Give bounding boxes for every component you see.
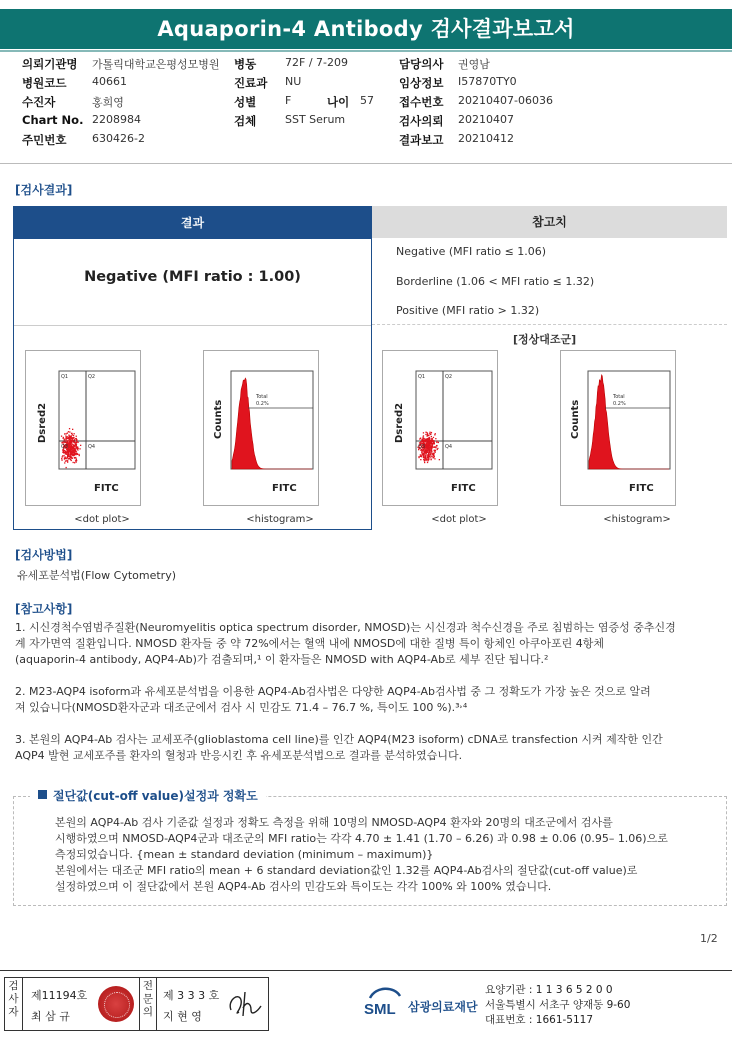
scatter-dot bbox=[431, 456, 432, 457]
scatter-dot bbox=[73, 462, 74, 463]
scatter-dot bbox=[67, 433, 68, 434]
note-3-line-1: 3. 본원의 AQP4-Ab 검사는 교세포주(glioblastoma cell line)를 인간 AQP4(M23 isoform) cDNA로 transfection 시켜 제작한 인간 bbox=[15, 733, 663, 746]
scatter-dot bbox=[429, 438, 430, 439]
result-header: 결과 bbox=[14, 207, 371, 239]
report-title: Aquaporin-4 Antibody 검사결과보고서 bbox=[0, 9, 732, 49]
scatter-dot bbox=[75, 450, 76, 451]
scatter-dot bbox=[425, 456, 426, 457]
reference-positive: Positive (MFI ratio > 1.32) bbox=[396, 304, 540, 317]
dot-ylabel: Dsred2 bbox=[37, 402, 48, 443]
clinical-value: I57870TY0 bbox=[458, 75, 517, 88]
cutoff-title-text: 절단값(cut-off value)설정과 정확도 bbox=[53, 789, 258, 803]
dot-plot-svg bbox=[26, 351, 142, 507]
scatter-dot bbox=[423, 432, 424, 433]
control-dot-xlabel: FITC bbox=[451, 483, 476, 494]
patient-dot-plot bbox=[25, 350, 141, 506]
scatter-dot bbox=[428, 435, 429, 436]
control-dot-caption: <dot plot> bbox=[431, 514, 487, 525]
scatter-dot bbox=[432, 446, 433, 447]
scatter-dot bbox=[422, 453, 423, 454]
age-value: 57 bbox=[360, 94, 374, 107]
control-hist-xlabel: FITC bbox=[629, 483, 654, 494]
scatter-dot bbox=[427, 432, 428, 433]
cutoff-line-4: 본원에서는 대조군 MFI ratio의 mean + 6 standard deviation값인 1.32를 AQP4-Ab검사의 절단값(cut-off value)로 bbox=[55, 864, 638, 877]
scatter-dot bbox=[424, 462, 425, 463]
histogram-svg bbox=[204, 351, 320, 507]
scatter-dot bbox=[427, 443, 428, 444]
scatter-dot bbox=[433, 441, 434, 442]
scatter-dot bbox=[69, 431, 70, 432]
control-dot-svg bbox=[383, 351, 499, 507]
sex-label: 성별 bbox=[234, 95, 257, 109]
patient-histogram bbox=[203, 350, 319, 506]
control-dot-plot bbox=[382, 350, 498, 506]
dot-xlabel: FITC bbox=[94, 483, 119, 494]
scatter-dot bbox=[433, 455, 434, 456]
tester-label bbox=[5, 978, 23, 1030]
scatter-dot bbox=[435, 447, 436, 448]
scatter-dot bbox=[436, 440, 437, 441]
scatter-dot bbox=[67, 462, 68, 463]
scatter-dot bbox=[62, 452, 63, 453]
scatter-dot bbox=[431, 447, 432, 448]
control-histogram bbox=[560, 350, 676, 506]
hist-ylabel: Counts bbox=[213, 399, 224, 439]
scatter-dot bbox=[418, 457, 419, 458]
institution-label: 의뢰기관명 bbox=[22, 57, 78, 71]
signature-icon bbox=[225, 986, 265, 1022]
note-3-line-2: AQP4 발현 교세포주를 환자의 혈청과 반응시킨 후 유세포분석법으로 결과를 분석하였습니다. bbox=[15, 749, 463, 762]
scatter-dot bbox=[421, 456, 422, 457]
scatter-dot bbox=[75, 447, 76, 448]
scatter-dot bbox=[433, 437, 434, 438]
request-value: 20210407 bbox=[458, 113, 514, 126]
cutoff-text bbox=[55, 815, 715, 895]
receipt-value: 20210407-06036 bbox=[458, 94, 553, 107]
tester-label-text: 검사자 bbox=[8, 980, 19, 1018]
scatter-dot bbox=[422, 440, 423, 441]
id-value: 630426-2 bbox=[92, 132, 145, 145]
org-name: 삼광의료재단 bbox=[408, 1000, 478, 1014]
scatter-dot bbox=[436, 445, 437, 446]
note-1-line-2: 계 자가면역 질환입니다. NMOSD 환자들 중 약 72%에서는 혈액 내에 NMOSD에 대한 질병 특이 항체인 아쿠아포린 4항체 bbox=[15, 637, 604, 650]
scatter-dot bbox=[77, 446, 78, 447]
control-hist-ylabel: Counts bbox=[570, 399, 581, 439]
scatter-dot bbox=[61, 436, 62, 437]
info-row-5 bbox=[22, 132, 722, 151]
q4-label: Q4 bbox=[88, 444, 96, 450]
scatter-dot bbox=[68, 454, 69, 455]
patient-dot-caption: <dot plot> bbox=[74, 514, 130, 525]
doctor-name: 지 현 영 bbox=[163, 1010, 202, 1023]
scatter-dot bbox=[429, 432, 430, 433]
scatter-dot bbox=[71, 433, 72, 434]
scatter-dot bbox=[77, 442, 78, 443]
q2-label: Q2 bbox=[88, 374, 96, 380]
scatter-dot bbox=[431, 450, 432, 451]
scatter-dot bbox=[65, 440, 66, 441]
doctor-label bbox=[139, 978, 157, 1030]
results-section-title: [검사결과] bbox=[15, 183, 73, 197]
cutoff-line-1: 본원의 AQP4-Ab 검사 기준값 설정과 정확도 측정을 위해 10명의 NMOSD-AQP4 환자와 20명의 대조군에서 검사를 bbox=[55, 816, 613, 829]
sml-logo-icon bbox=[362, 984, 406, 1022]
scatter-dot bbox=[424, 460, 425, 461]
control-dot-ylabel: Dsred2 bbox=[394, 402, 405, 443]
org-info bbox=[485, 983, 630, 1028]
scatter-dot bbox=[423, 451, 424, 452]
scatter-dot bbox=[69, 458, 70, 459]
org-address: 서울특별시 서초구 양재동 9-60 bbox=[485, 999, 631, 1011]
scatter-dot bbox=[68, 444, 69, 445]
scatter-dot bbox=[425, 449, 426, 450]
reference-header: 참고치 bbox=[372, 206, 727, 238]
control-dot-frame bbox=[416, 371, 492, 469]
id-label: 주민번호 bbox=[22, 133, 67, 147]
scatter-dot bbox=[430, 451, 431, 452]
hospital-code-label: 병원코드 bbox=[22, 76, 67, 90]
note-2 bbox=[15, 684, 727, 716]
scatter-dot bbox=[70, 443, 71, 444]
scatter-dot bbox=[71, 445, 72, 446]
scatter-dot bbox=[74, 457, 75, 458]
scatter-dot bbox=[428, 459, 429, 460]
scatter-dot bbox=[428, 454, 429, 455]
ward-value: 72F / 7-209 bbox=[285, 56, 348, 69]
scatter-dot bbox=[76, 436, 77, 437]
patient-value: 홍희영 bbox=[92, 96, 124, 109]
scatter-dot bbox=[429, 439, 430, 440]
scatter-dot bbox=[77, 449, 78, 450]
scatter-dot bbox=[428, 445, 429, 446]
dept-label: 진료과 bbox=[234, 76, 268, 90]
scatter-dot bbox=[72, 451, 73, 452]
scatter-dot bbox=[431, 432, 432, 433]
scatter-dot bbox=[423, 435, 424, 436]
scatter-dot bbox=[430, 441, 431, 442]
scatter-dot bbox=[72, 429, 73, 430]
scatter-dot bbox=[61, 458, 62, 459]
org-phone: 대표번호 : 1661-5117 bbox=[485, 1014, 594, 1026]
request-label: 검사의뢰 bbox=[399, 114, 444, 128]
hist-xlabel: FITC bbox=[272, 483, 297, 494]
scatter-dot bbox=[421, 452, 422, 453]
scatter-dot bbox=[68, 438, 69, 439]
scatter-dot bbox=[63, 438, 64, 439]
method-section-title: [검사방법] bbox=[15, 548, 73, 562]
control-total-label: Total bbox=[613, 394, 625, 400]
control-hist-svg bbox=[561, 351, 677, 507]
control-label: [정상대조군] bbox=[513, 333, 577, 346]
scatter-dot bbox=[431, 436, 432, 437]
org-care-code: 요양기관 : 1 1 3 6 5 2 0 0 bbox=[485, 984, 613, 996]
scatter-dot bbox=[69, 428, 70, 429]
chart-value: 2208984 bbox=[92, 113, 141, 126]
scatter-dot bbox=[431, 443, 432, 444]
scatter-dot bbox=[434, 434, 435, 435]
scatter-dot bbox=[428, 455, 429, 456]
scatter-dot bbox=[66, 438, 67, 439]
scatter-dot bbox=[72, 458, 73, 459]
scatter-dot bbox=[73, 455, 74, 456]
page-number: 1/2 bbox=[700, 932, 718, 945]
scatter-dot bbox=[436, 442, 437, 443]
scatter-dot bbox=[73, 448, 74, 449]
info-row-2 bbox=[22, 75, 722, 94]
scatter-dot bbox=[76, 453, 77, 454]
scatter-dot bbox=[420, 438, 421, 439]
reference-divider bbox=[372, 324, 727, 325]
cutoff-line-2: 시행하였으며 NMOSD-AQP4군과 대조군의 MFI ratio는 각각 4.70 ± 1.41 (1.70 – 6.26) 과 0.98 ± 0.06 (0.95– 1.06)으로 bbox=[55, 832, 668, 845]
control-total-value: 0.2% bbox=[613, 401, 626, 407]
signature-box bbox=[4, 977, 269, 1031]
scatter-dot bbox=[65, 452, 66, 453]
scatter-dot bbox=[73, 435, 74, 436]
scatter-dot bbox=[424, 438, 425, 439]
scatter-dot bbox=[80, 445, 81, 446]
scatter-dot bbox=[74, 452, 75, 453]
scatter-dot bbox=[435, 450, 436, 451]
scatter-dot bbox=[434, 450, 435, 451]
scatter-dot bbox=[65, 453, 66, 454]
chart-label: Chart No. bbox=[22, 113, 84, 127]
scatter-dot bbox=[423, 459, 424, 460]
scatter-dot bbox=[428, 452, 429, 453]
control-q3-label: Q3 bbox=[418, 444, 426, 450]
scatter-dot bbox=[65, 461, 66, 462]
ward-label: 병동 bbox=[234, 57, 257, 71]
scatter-dot bbox=[68, 431, 69, 432]
scatter-dot bbox=[428, 448, 429, 449]
info-row-3 bbox=[22, 94, 722, 113]
scatter-dot bbox=[68, 435, 69, 436]
scatter-dot bbox=[423, 438, 424, 439]
scatter-dot bbox=[76, 458, 77, 459]
report-label: 결과보고 bbox=[399, 133, 444, 147]
scatter-dot bbox=[438, 442, 439, 443]
footer-divider bbox=[0, 970, 732, 971]
note-3 bbox=[15, 732, 727, 764]
scatter-dot bbox=[427, 455, 428, 456]
report-value: 20210412 bbox=[458, 132, 514, 145]
result-divider bbox=[14, 325, 371, 326]
scatter-dot bbox=[63, 441, 64, 442]
scatter-dot bbox=[71, 447, 72, 448]
tester-name: 최 삼 규 bbox=[31, 1010, 70, 1023]
hist-total-label: Total bbox=[256, 394, 268, 400]
scatter-dot bbox=[67, 436, 68, 437]
scatter-dot bbox=[426, 439, 427, 440]
note-1 bbox=[15, 620, 727, 668]
cutoff-line-5: 설정하였으며 이 절단값에서 본원 AQP4-Ab 검사의 민감도와 특이도는 각각 100% 와 100% 였습니다. bbox=[55, 880, 552, 893]
scatter-dot bbox=[76, 441, 77, 442]
info-row-4 bbox=[22, 113, 722, 132]
age-label: 나이 bbox=[327, 95, 350, 109]
reference-borderline: Borderline (1.06 < MFI ratio ≤ 1.32) bbox=[396, 275, 595, 288]
scatter-dot bbox=[426, 458, 427, 459]
scatter-dot bbox=[64, 455, 65, 456]
scatter-dot bbox=[65, 442, 66, 443]
scatter-dot bbox=[67, 453, 68, 454]
scatter-dot bbox=[435, 438, 436, 439]
scatter-dot bbox=[69, 447, 70, 448]
control-q2-label: Q2 bbox=[445, 374, 453, 380]
scatter-dot bbox=[70, 439, 71, 440]
note-2-line-2: 져 있습니다(NMOSD환자군과 대조군에서 검사 시 민감도 71.4 – 76.7 %, 특이도 100 %).³˒⁴ bbox=[15, 701, 468, 714]
control-hist-peak bbox=[589, 375, 669, 469]
scatter-dot bbox=[74, 433, 75, 434]
scatter-dot bbox=[425, 434, 426, 435]
control-q4-label: Q4 bbox=[445, 444, 453, 450]
scatter-dot bbox=[434, 443, 435, 444]
cutoff-line-3: 측정되었습니다. {mean ± standard deviation (minimum – maximum)} bbox=[55, 848, 434, 861]
scatter-dot bbox=[426, 452, 427, 453]
patient-info bbox=[22, 56, 722, 152]
doctor-label-text: 전문의 bbox=[142, 980, 154, 1018]
scatter-dot bbox=[66, 433, 67, 434]
scatter-dot bbox=[65, 457, 66, 458]
scatter-dot bbox=[428, 449, 429, 450]
scatter-dot bbox=[420, 454, 421, 455]
scatter-dot bbox=[74, 462, 75, 463]
scatter-dot bbox=[429, 443, 430, 444]
scatter-dot bbox=[67, 457, 68, 458]
scatter-dot bbox=[430, 458, 431, 459]
scatter-dot bbox=[70, 459, 71, 460]
doctor-label: 담당의사 bbox=[399, 57, 444, 71]
scatter-dot bbox=[76, 451, 77, 452]
method-text: 유세포분석법(Flow Cytometry) bbox=[17, 569, 177, 582]
seal-icon bbox=[98, 986, 134, 1022]
tester-number: 제11194호 bbox=[31, 989, 88, 1002]
scatter-dot bbox=[430, 453, 431, 454]
scatter-dot bbox=[66, 467, 67, 468]
control-hist-caption: <histogram> bbox=[603, 514, 671, 525]
scatter-dot bbox=[75, 445, 76, 446]
scatter-dot bbox=[64, 450, 65, 451]
sex-value: F bbox=[285, 94, 292, 107]
logo-text: SML bbox=[364, 1001, 396, 1018]
square-bullet-icon bbox=[38, 790, 47, 799]
doctor-number: 제 3 3 3 호 bbox=[163, 989, 220, 1002]
scatter-dot bbox=[76, 439, 77, 440]
doctor-value: 권영남 bbox=[458, 58, 490, 71]
scatter-dot bbox=[79, 448, 80, 449]
specimen-value: SST Serum bbox=[285, 113, 346, 126]
cutoff-title bbox=[30, 787, 266, 804]
q1-label: Q1 bbox=[61, 374, 69, 380]
scatter-dot bbox=[72, 434, 73, 435]
scatter-dot bbox=[62, 456, 63, 457]
scatter-dot bbox=[73, 445, 74, 446]
scatter-dot bbox=[61, 460, 62, 461]
patient-hist-caption: <histogram> bbox=[246, 514, 314, 525]
scatter-dot bbox=[64, 462, 65, 463]
info-divider bbox=[0, 163, 732, 164]
scatter-dot bbox=[427, 462, 428, 463]
scatter-dot bbox=[67, 440, 68, 441]
scatter-dot bbox=[70, 456, 71, 457]
specimen-label: 검체 bbox=[234, 114, 257, 128]
institution-value: 가톨릭대학교은평성모병원 bbox=[92, 58, 220, 71]
note-2-line-1: 2. M23-AQP4 isoform과 유세포분석법을 이용한 AQP4-Ab검사법은 다양한 AQP4-Ab검사법 중 그 정확도가 가장 높은 것으로 알려 bbox=[15, 685, 651, 698]
hist-total-value: 0.2% bbox=[256, 401, 269, 407]
scatter-dot bbox=[432, 453, 433, 454]
scatter-dot bbox=[79, 455, 80, 456]
control-q1-label: Q1 bbox=[418, 374, 426, 380]
scatter-dot bbox=[420, 459, 421, 460]
patient-label: 수진자 bbox=[22, 95, 56, 109]
reference-negative: Negative (MFI ratio ≤ 1.06) bbox=[396, 245, 547, 258]
scatter-dot bbox=[62, 455, 63, 456]
hospital-code-value: 40661 bbox=[92, 75, 127, 88]
scatter-dot bbox=[428, 457, 429, 458]
scatter-dot bbox=[64, 439, 65, 440]
scatter-dot bbox=[426, 443, 427, 444]
scatter-dot bbox=[67, 460, 68, 461]
scatter-dot bbox=[433, 457, 434, 458]
scatter-dot bbox=[439, 459, 440, 460]
scatter-dot bbox=[70, 441, 71, 442]
note-1-line-1: 1. 시신경척수염범주질환(Neuromyelitis optica spectrum disorder, NMOSD)는 시신경과 척수신경을 주로 침범하는 염증성 중추신경 bbox=[15, 621, 676, 634]
note-1-line-3: (aquaporin-4 antibody, AQP4-Ab)가 검출되며,¹ 이 환자들은 NMOSD with AQP4-Ab로 세부 진단 됩니다.² bbox=[15, 653, 549, 666]
scatter-dot bbox=[70, 452, 71, 453]
result-value: Negative (MFI ratio : 1.00) bbox=[84, 269, 301, 285]
scatter-dot bbox=[430, 434, 431, 435]
scatter-dot bbox=[434, 458, 435, 459]
scatter-dot bbox=[437, 448, 438, 449]
info-row-1 bbox=[22, 56, 722, 75]
scatter-dot bbox=[423, 456, 424, 457]
scatter-dot bbox=[74, 442, 75, 443]
title-divider bbox=[0, 50, 732, 52]
receipt-label: 접수번호 bbox=[399, 95, 444, 109]
notes-section-title: [참고사항] bbox=[15, 602, 73, 616]
dept-value: NU bbox=[285, 75, 302, 88]
scatter-dot bbox=[71, 438, 72, 439]
q3-label: Q3 bbox=[61, 444, 69, 450]
scatter-dot bbox=[64, 433, 65, 434]
scatter-dot bbox=[76, 444, 77, 445]
scatter-dot bbox=[70, 453, 71, 454]
scatter-dot bbox=[434, 447, 435, 448]
histogram-peak bbox=[232, 378, 312, 469]
scatter-dot bbox=[427, 440, 428, 441]
scatter-dot bbox=[76, 461, 77, 462]
scatter-dot bbox=[70, 437, 71, 438]
clinical-label: 임상정보 bbox=[399, 76, 444, 90]
